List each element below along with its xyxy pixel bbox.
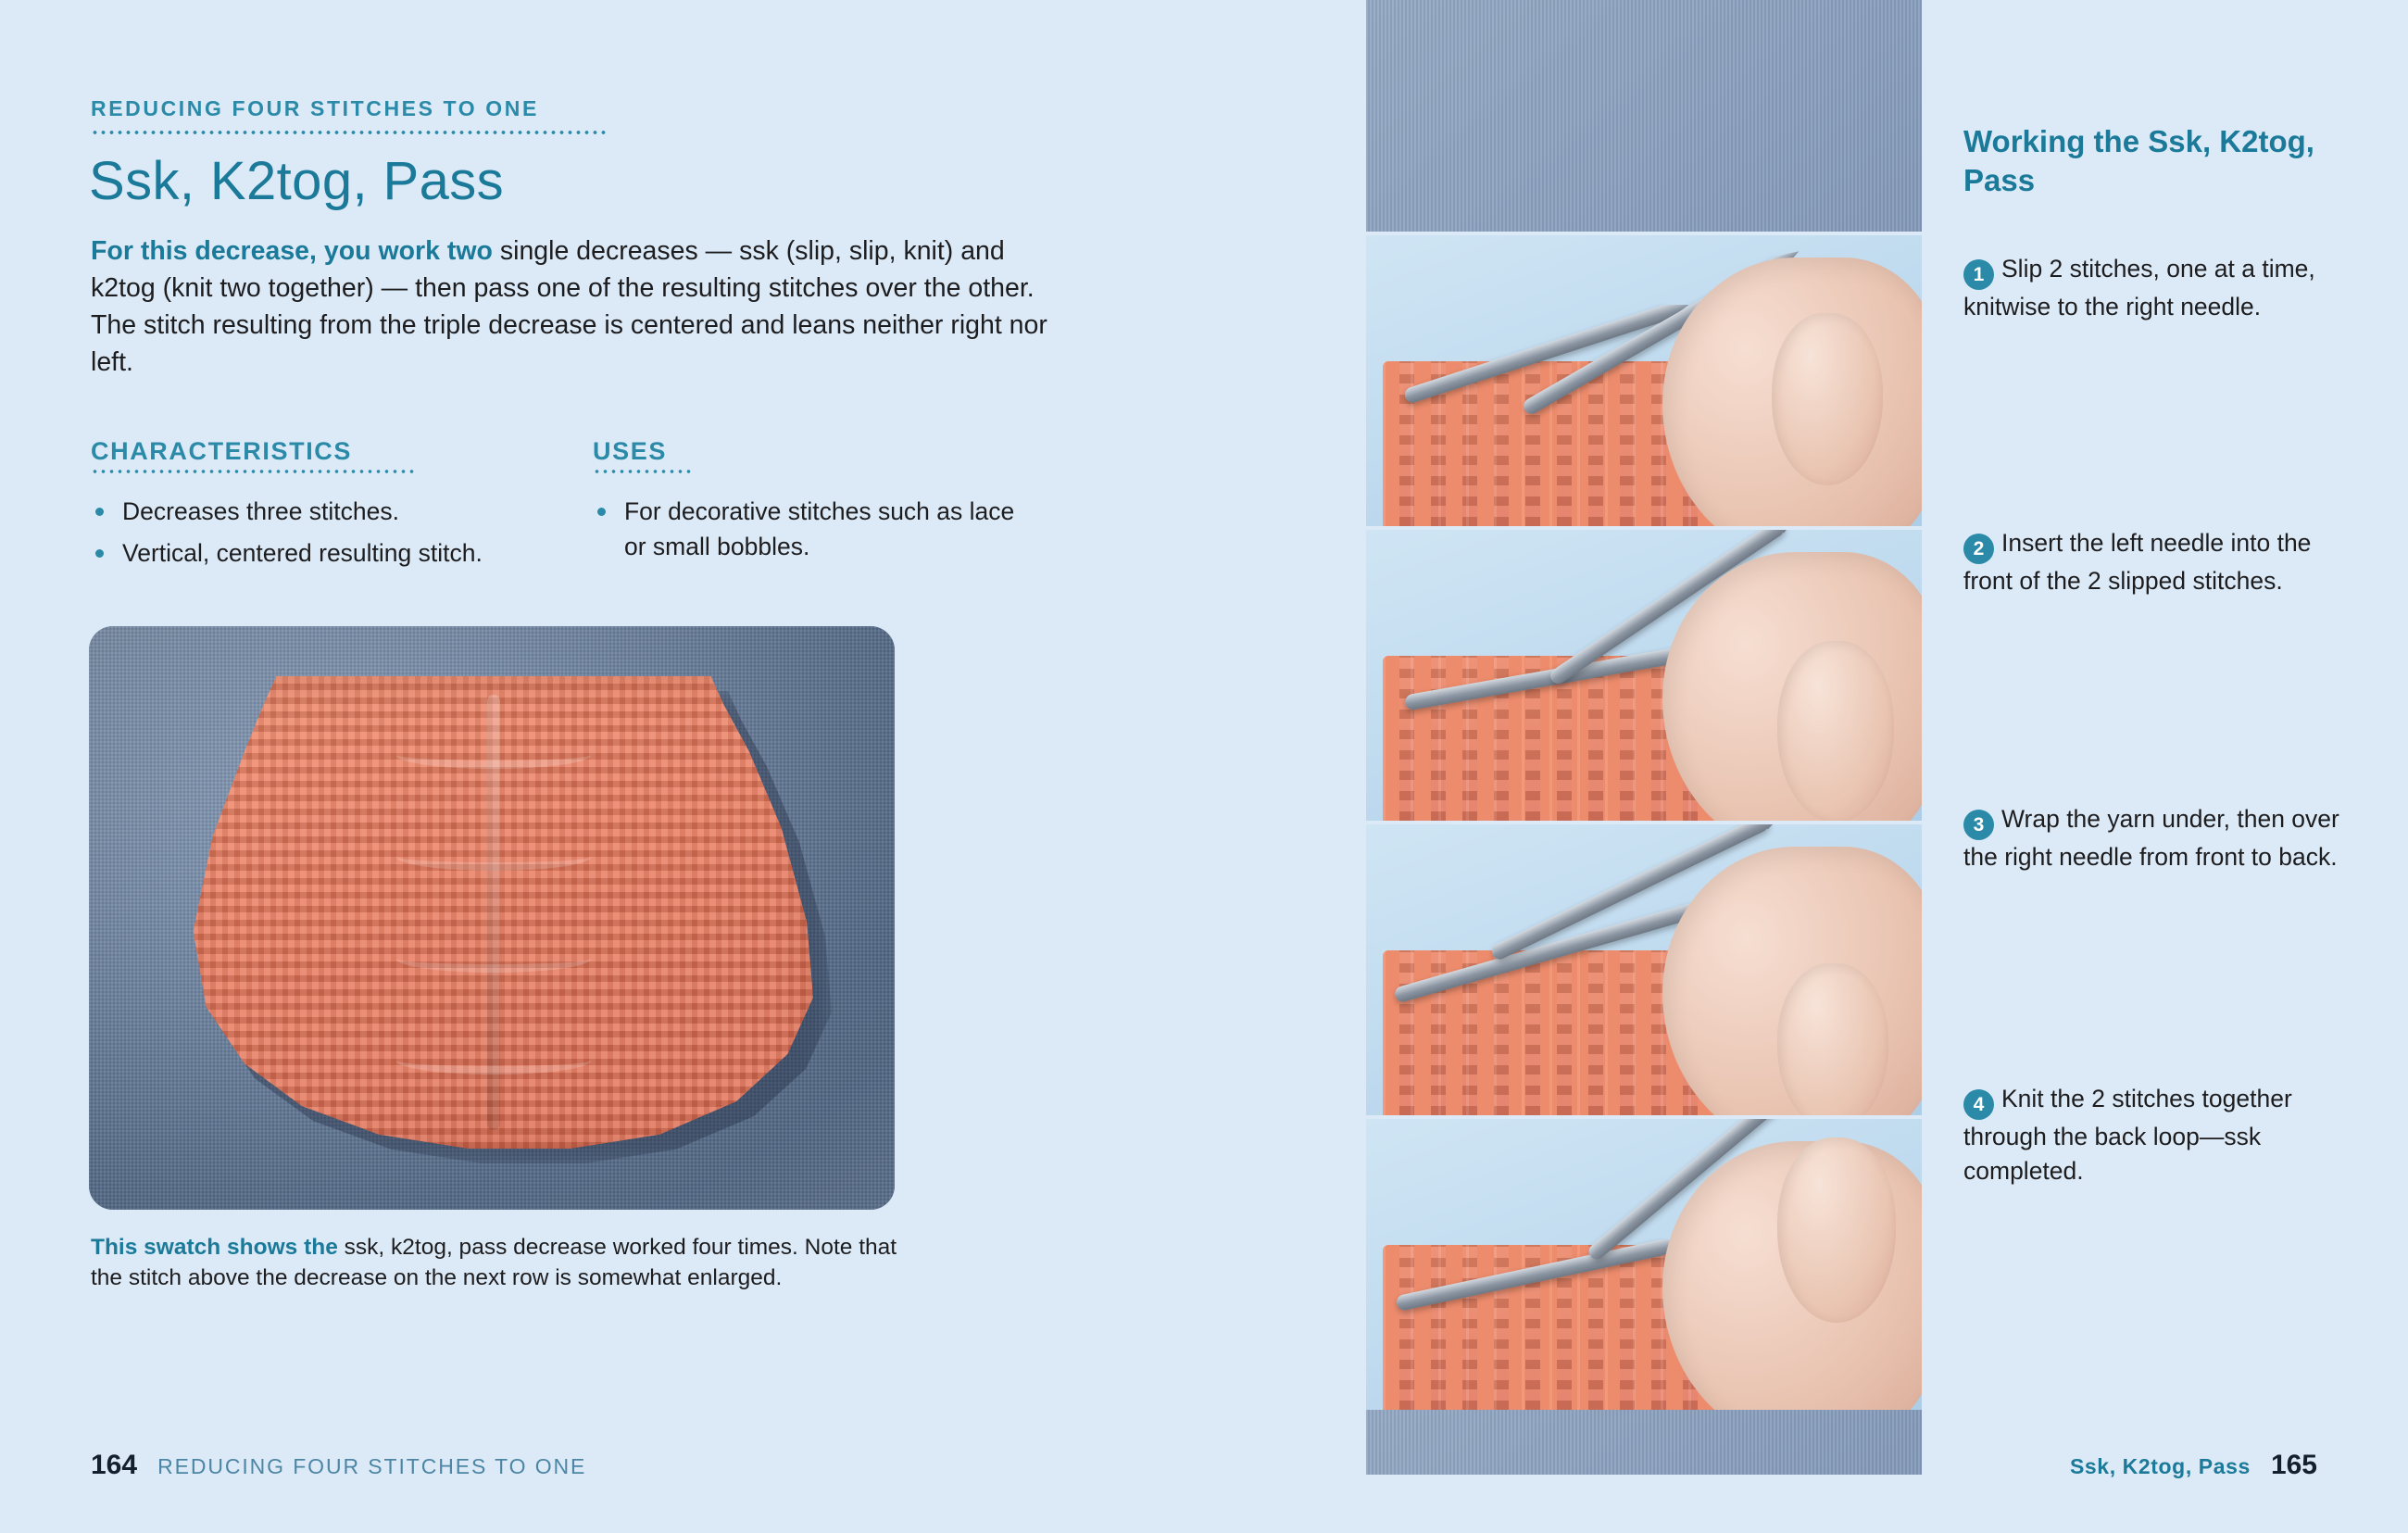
- section-eyebrow: REDUCING FOUR STITCHES TO ONE: [91, 96, 539, 120]
- step-item-2: [1963, 526, 2362, 598]
- swatch-photograph: [89, 626, 895, 1210]
- running-head: Ssk, K2tog, Pass: [2069, 1454, 2251, 1478]
- swatch-chevron: [396, 1047, 591, 1074]
- step-text: Knit the 2 stitches together through the back loop—ssk completed.: [1963, 1085, 2292, 1186]
- step-photo-1: [1366, 232, 1922, 526]
- step-photo-3: [1366, 821, 1922, 1115]
- characteristics-heading: CHARACTERISTICS: [91, 437, 353, 465]
- uses-list: [593, 495, 1037, 571]
- step-text: Insert the left needle into the front of the 2 slipped stitches.: [1963, 529, 2312, 595]
- right-page: [1352, 0, 2408, 1533]
- step-number-badge: 1: [1963, 259, 1994, 290]
- page-title: Ssk, K2tog, Pass: [89, 151, 505, 211]
- caption-lead: This swatch shows the: [91, 1235, 338, 1260]
- page-number: 165: [2270, 1450, 2317, 1480]
- intro-lead: For this decrease, you work two: [91, 236, 493, 266]
- step-number-badge: 2: [1963, 534, 1994, 564]
- list-item: Vertical, centered resulting stitch.: [91, 536, 554, 572]
- uses-heading: USES: [593, 437, 667, 465]
- swatch-chevron: [396, 945, 591, 973]
- step-text: Slip 2 stitches, one at a time, knitwise to the right needle.: [1963, 255, 2315, 320]
- step-item-3: [1963, 802, 2362, 874]
- steps-title: Working the Ssk, K2tog, Pass: [1963, 124, 2314, 197]
- swatch-fabric: [174, 676, 813, 1149]
- swatch-chevron: [396, 741, 591, 769]
- step-number-badge: 3: [1963, 810, 1994, 840]
- swatch-caption: [91, 1232, 906, 1293]
- uses-dotted-rule: [593, 469, 695, 474]
- intro-rest: single decreases — ssk (slip, slip, knit) and k2tog (knit two together) — then pass one of the resulting stitches over the other. The stitch resulting from the triple decrease is centered and leans neither right nor left.: [91, 236, 1047, 377]
- intro-paragraph: [91, 233, 1072, 382]
- step-photo-strip: [1366, 0, 1922, 1442]
- step-item-1: [1963, 252, 2362, 324]
- knitted-swatch: [174, 676, 813, 1149]
- strip-bottom-padding: [1366, 1410, 1922, 1475]
- characteristics-dotted-rule: [91, 469, 417, 474]
- left-footer: [91, 1450, 586, 1481]
- finger: [1777, 963, 1888, 1115]
- strip-top-padding: [1366, 0, 1922, 232]
- list-item: Decreases three stitches.: [91, 495, 554, 530]
- step-photo-2: [1366, 526, 1922, 821]
- list-item: For decorative stitches such as lace or small bobbles.: [593, 495, 1037, 564]
- finger: [1777, 641, 1894, 821]
- swatch-chevron: [396, 843, 591, 871]
- finger: [1772, 313, 1883, 485]
- title-dotted-rule: [91, 130, 609, 135]
- page-number: 164: [91, 1450, 138, 1480]
- step-text: Wrap the yarn under, then over the right needle from front to back.: [1963, 805, 2339, 871]
- step-item-4: [1963, 1082, 2362, 1188]
- characteristics-list: [91, 495, 554, 577]
- finger: [1777, 1137, 1896, 1323]
- running-head: REDUCING FOUR STITCHES TO ONE: [157, 1454, 587, 1478]
- step-photo-4: [1366, 1115, 1922, 1410]
- right-footer: [2070, 1450, 2317, 1481]
- caption-rest: ssk, k2tog, pass decrease worked four times. Note that the stitch above the decrease on the next row is somewhat enlarged.: [91, 1235, 897, 1291]
- step-number-badge: 4: [1963, 1089, 1994, 1120]
